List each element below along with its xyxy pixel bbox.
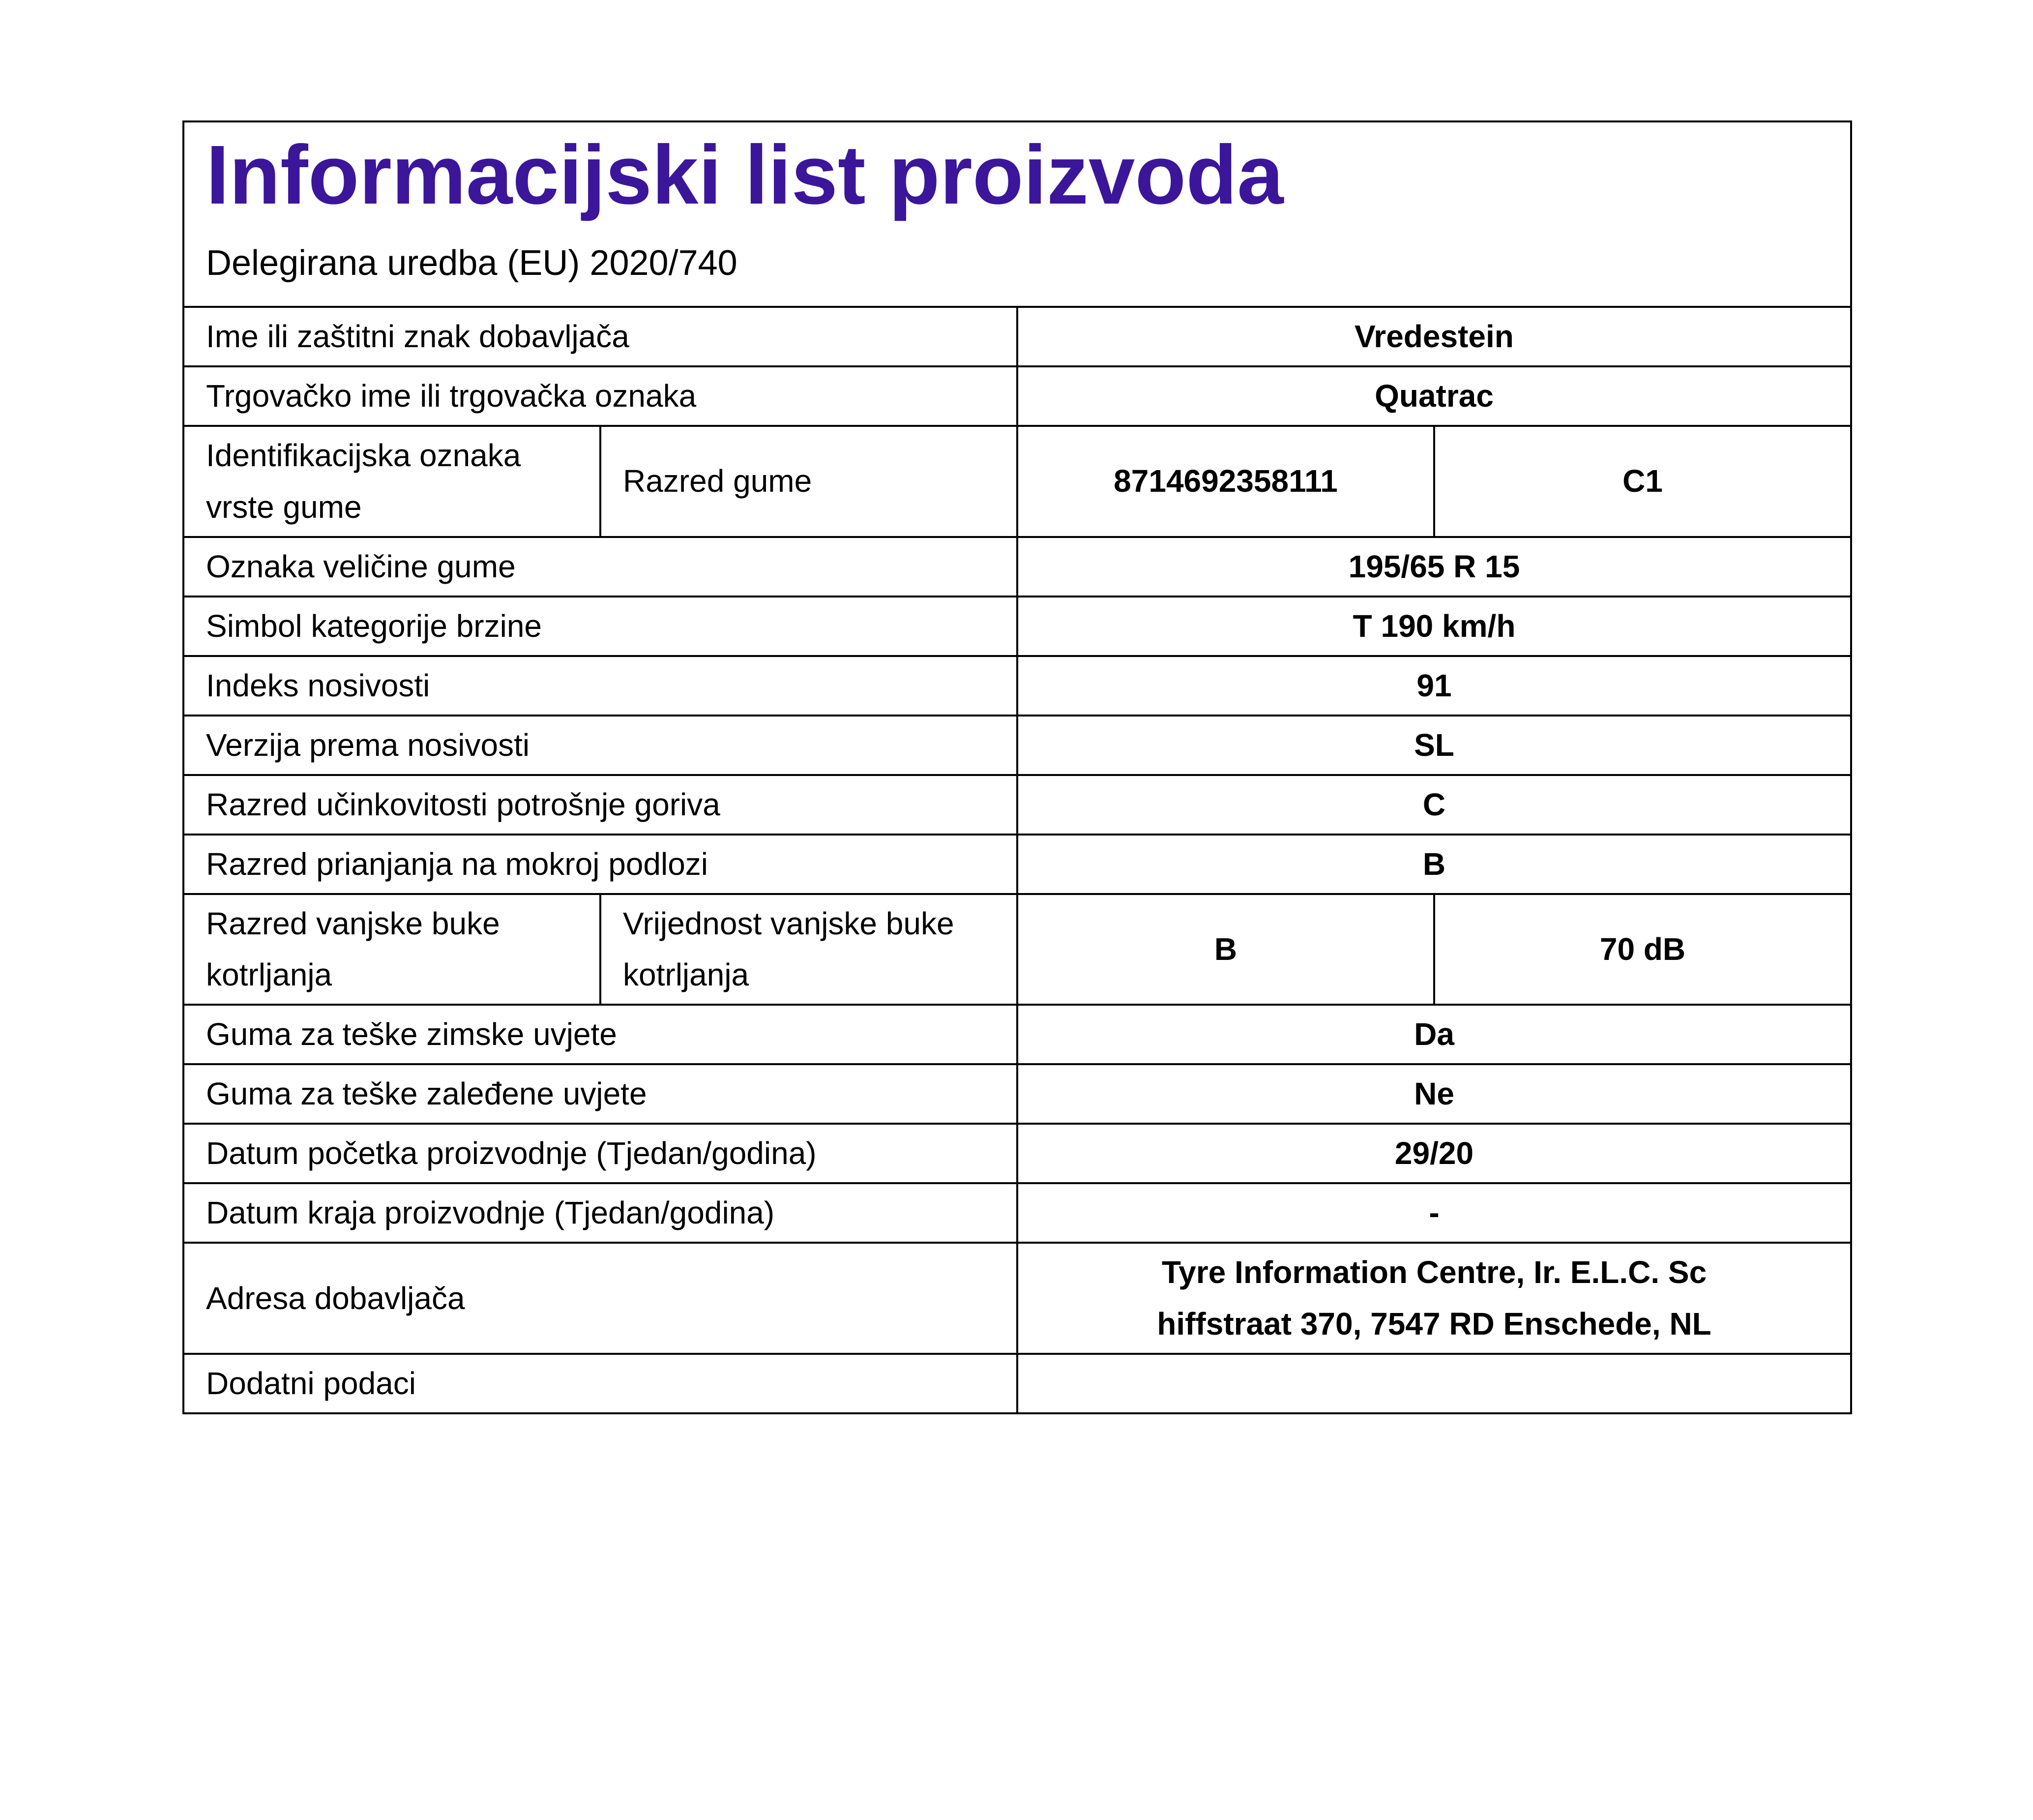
row-value: B xyxy=(1017,894,1434,1005)
row-value xyxy=(1017,1354,1851,1413)
row-label: Trgovačko ime ili trgovačka oznaka xyxy=(183,366,1017,426)
row-label: Razred prianjanja na mokroj podlozi xyxy=(183,835,1017,894)
row-value xyxy=(1017,1243,1851,1354)
row-value-secondary: C1 xyxy=(1434,426,1851,537)
row-label: Identifikacijska oznaka vrste gume xyxy=(183,426,600,537)
row-severe-ice xyxy=(183,1064,1851,1124)
row-label-secondary: Razred gume xyxy=(600,426,1017,537)
row-value: Quatrac xyxy=(1017,366,1851,426)
row-speed-category xyxy=(183,597,1851,656)
row-external-noise xyxy=(183,894,1851,1005)
row-value: C xyxy=(1017,775,1851,835)
row-label: Razred učinkovitosti potrošnje goriva xyxy=(183,775,1017,835)
row-value: Ne xyxy=(1017,1064,1851,1124)
header-row xyxy=(183,121,1851,307)
row-label: Simbol kategorije brzine xyxy=(183,597,1017,656)
row-label: Dodatni podaci xyxy=(183,1354,1017,1413)
row-value: B xyxy=(1017,835,1851,894)
row-label: Datum kraja proizvodnje (Tjedan/godina) xyxy=(183,1183,1017,1243)
row-label: Oznaka veličine gume xyxy=(183,537,1017,597)
row-production-start xyxy=(183,1124,1851,1183)
row-production-end xyxy=(183,1183,1851,1243)
row-label: Guma za teške zimske uvjete xyxy=(183,1005,1017,1064)
address-line-1: Tyre Information Centre, Ir. E.L.C. Sc xyxy=(1161,1254,1707,1290)
row-label: Verzija prema nosivosti xyxy=(183,716,1017,775)
row-value: 29/20 xyxy=(1017,1124,1851,1183)
row-label: Razred vanjske buke kotrljanja xyxy=(183,894,600,1005)
page-title: Informacijski list proizvoda xyxy=(206,128,1284,222)
row-value: 91 xyxy=(1017,656,1851,716)
row-supplier-name xyxy=(183,307,1851,366)
row-value: Da xyxy=(1017,1005,1851,1064)
row-size-designation xyxy=(183,537,1851,597)
row-value: 8714692358111 xyxy=(1017,426,1434,537)
row-value: 195/65 R 15 xyxy=(1017,537,1851,597)
row-value: - xyxy=(1017,1183,1851,1243)
row-trade-name xyxy=(183,366,1851,426)
row-type-identifier xyxy=(183,426,1851,537)
row-fuel-efficiency-class xyxy=(183,775,1851,835)
row-value-secondary: 70 dB xyxy=(1434,894,1851,1005)
row-label: Ime ili zaštitni znak dobavljača xyxy=(183,307,1017,366)
header-cell xyxy=(183,121,1851,307)
row-label: Guma za teške zaleđene uvjete xyxy=(183,1064,1017,1124)
row-value: T 190 km/h xyxy=(1017,597,1851,656)
row-label-secondary: Vrijednost vanjske buke kotrljanja xyxy=(600,894,1017,1005)
row-value: SL xyxy=(1017,716,1851,775)
product-info-sheet xyxy=(182,120,1852,1414)
row-label: Datum početka proizvodnje (Tjedan/godina) xyxy=(183,1124,1017,1183)
row-supplier-address xyxy=(183,1243,1851,1354)
row-load-index xyxy=(183,656,1851,716)
row-value: Vredestein xyxy=(1017,307,1851,366)
address-line-2: hiffstraat 370, 7547 RD Enschede, NL xyxy=(1157,1306,1711,1342)
product-info-table xyxy=(182,120,1852,1414)
row-wet-grip-class xyxy=(183,835,1851,894)
regulation-subtitle: Delegirana uredba (EU) 2020/740 xyxy=(206,243,737,283)
row-additional-info xyxy=(183,1354,1851,1413)
row-label: Adresa dobavljača xyxy=(183,1243,1017,1354)
row-load-version xyxy=(183,716,1851,775)
row-label: Indeks nosivosti xyxy=(183,656,1017,716)
row-severe-snow xyxy=(183,1005,1851,1064)
